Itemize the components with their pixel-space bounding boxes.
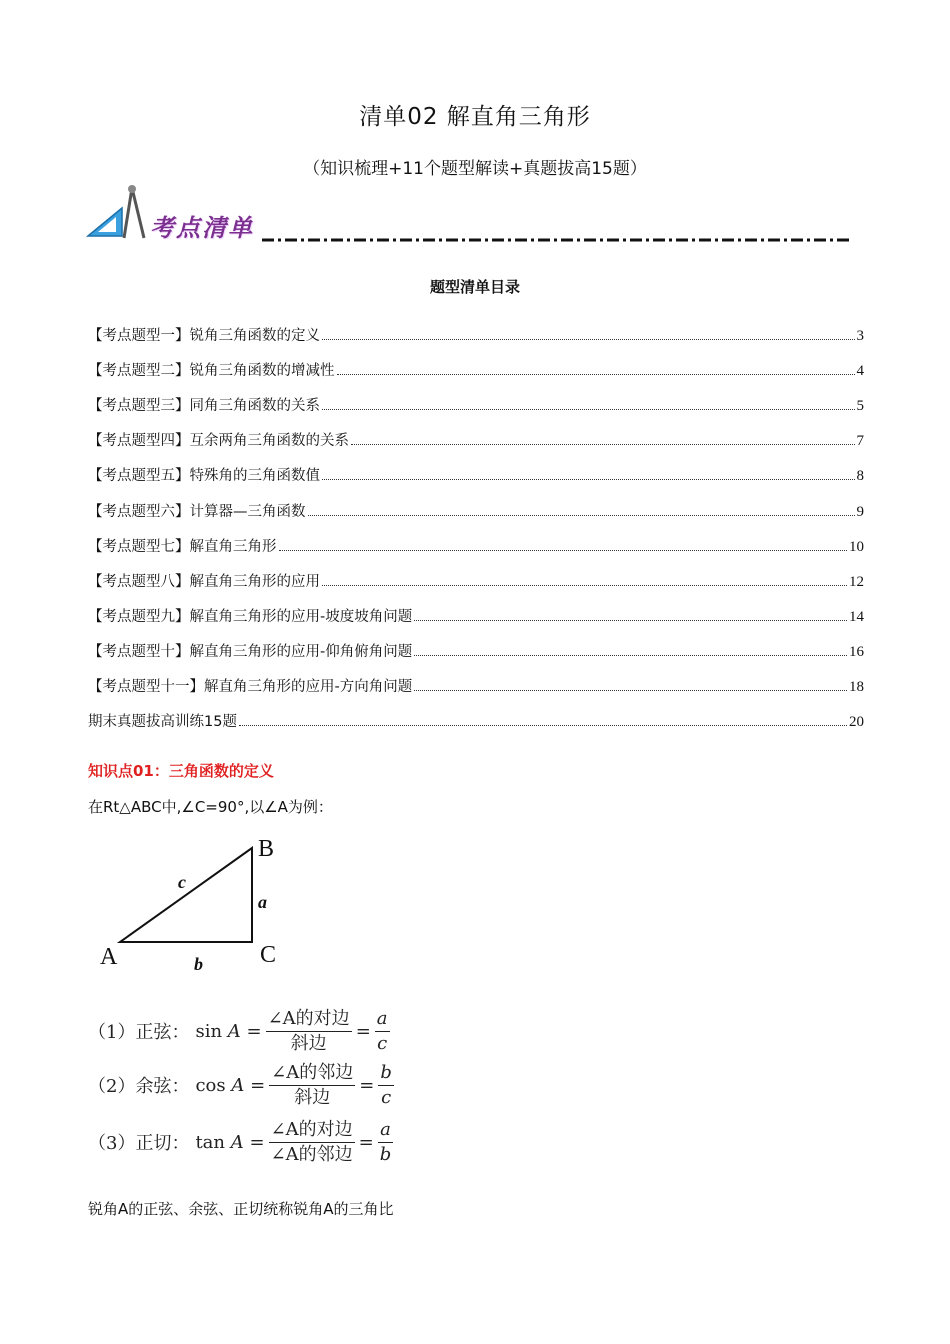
toc-heading: 题型清单目录	[429, 278, 520, 296]
toc-item[interactable]	[88, 310, 864, 345]
knowledge-point-title: 知识点01：三角函数的定义	[88, 762, 274, 780]
formula-var: A	[230, 1131, 244, 1153]
toc-item-text: 【考点题型七】解直角三角形	[88, 538, 277, 555]
toc-item[interactable]	[88, 696, 864, 731]
toc-dot-leader	[414, 655, 847, 656]
toc-item-text: 【考点题型二】锐角三角函数的增减性	[88, 363, 335, 380]
toc-dot-leader	[308, 515, 855, 516]
toc-item[interactable]	[88, 591, 864, 626]
toc-dot-leader	[322, 585, 847, 586]
vertex-label-b: B	[258, 836, 275, 862]
toc-item[interactable]	[88, 661, 864, 696]
toc-item-page: 7	[856, 433, 864, 450]
toc-item[interactable]	[88, 345, 864, 380]
toc-item-page: 9	[856, 503, 864, 520]
formula-sine: （1）正弦： sin A = $\frac{\text{∠A的对边}}{\text{斜边}}$ = $\frac{a}{c}$	[88, 1007, 388, 1054]
formula-label: （3）正切：	[88, 1133, 190, 1154]
toc-item[interactable]	[88, 485, 864, 520]
toc-item-text: 【考点题型六】计算器—三角函数	[88, 503, 306, 520]
vertex-label-a: A	[100, 944, 118, 970]
page-title: 清单02 解直角三角形	[359, 104, 591, 130]
banner-label: 考点清单	[150, 213, 254, 242]
drafting-tools-icon	[88, 185, 144, 238]
toc-dot-leader	[239, 725, 847, 726]
ratio-fraction: $\frac{\text{∠A的邻边}}{\text{斜边}}$	[271, 1061, 354, 1108]
side-label-a: a	[258, 892, 267, 912]
knowledge-summary: 锐角A的正弦、余弦、正切统称锐角A的三角比	[88, 1200, 394, 1218]
toc-item-text: 【考点题型四】互余两角三角函数的关系	[88, 433, 349, 450]
triangle-shape	[120, 848, 252, 942]
toc-item[interactable]	[88, 415, 864, 450]
ratio-fraction-short: $\frac{b}{c}$	[380, 1061, 392, 1108]
toc-item-page: 14	[849, 608, 864, 625]
toc-dot-leader	[414, 690, 847, 691]
ratio-fraction-short: $\frac{a}{c}$	[376, 1007, 388, 1054]
formula-cosine: （2）余弦： cos A = $\frac{\text{∠A的邻边}}{\text{斜边}}$ = $\frac{b}{c}$	[88, 1061, 392, 1108]
ratio-fraction: $\frac{\text{∠A的对边}}{\text{∠A的邻边}}$	[270, 1118, 353, 1165]
toc-item-text: 【考点题型十】解直角三角形的应用-仰角俯角问题	[88, 643, 413, 660]
toc-dot-leader	[322, 479, 855, 480]
formula-func: tan	[195, 1131, 226, 1153]
toc-item-page: 3	[856, 328, 864, 345]
toc-item-text: 【考点题型八】解直角三角形的应用	[88, 573, 320, 590]
toc-item[interactable]	[88, 521, 864, 556]
toc-item-text: 【考点题型三】同角三角函数的关系	[88, 398, 320, 415]
toc-dot-leader	[337, 374, 855, 375]
formula-var: A	[227, 1020, 241, 1042]
toc-item[interactable]	[88, 556, 864, 591]
toc-item-page: 10	[849, 538, 864, 555]
toc-item-text: 【考点题型九】解直角三角形的应用-坡度坡角问题	[88, 608, 413, 625]
side-label-b: b	[194, 954, 203, 974]
toc-dot-leader	[279, 550, 848, 551]
ratio-fraction: $\frac{\text{∠A的对边}}{\text{斜边}}$	[267, 1007, 350, 1054]
toc-item[interactable]	[88, 626, 864, 661]
toc-item-page: 12	[849, 573, 864, 590]
toc-item-page: 4	[856, 363, 864, 380]
right-triangle-diagram	[96, 830, 296, 975]
toc-item-text: 【考点题型五】特殊角的三角函数值	[88, 468, 320, 485]
toc-item-page: 5	[856, 398, 864, 415]
formula-var: A	[231, 1074, 245, 1096]
vertex-label-c: C	[260, 942, 277, 968]
toc-item-text: 【考点题型十一】解直角三角形的应用-方向角问题	[88, 679, 413, 696]
toc-dot-leader	[322, 339, 855, 340]
toc-item-text: 期末真题拔高训练15题	[88, 714, 237, 731]
toc-item-page: 18	[849, 679, 864, 696]
toc-dot-leader	[322, 409, 855, 410]
formula-func: cos	[195, 1074, 226, 1096]
page-subtitle: （知识梳理+11个题型解读+真题拔高15题）	[303, 159, 647, 179]
toc-item[interactable]	[88, 380, 864, 415]
toc-item-page: 20	[849, 714, 864, 731]
side-label-c: c	[178, 872, 186, 892]
toc-dot-leader	[414, 620, 847, 621]
toc-item-page: 16	[849, 643, 864, 660]
toc-item[interactable]	[88, 450, 864, 485]
table-of-contents	[88, 310, 864, 731]
knowledge-intro: 在Rt△ABC中,∠C=90°,以∠A为例：	[88, 798, 333, 816]
toc-item-page: 8	[856, 468, 864, 485]
formula-label: （1）正弦：	[88, 1022, 190, 1043]
toc-dot-leader	[351, 444, 855, 445]
formula-tangent: （3）正切： tan A = $\frac{\text{∠A的对边}}{\text{∠A的邻边}}$ = $\frac{a}{b}$	[88, 1118, 392, 1165]
ratio-fraction-short: $\frac{a}{b}$	[379, 1118, 392, 1165]
formula-func: sin	[195, 1020, 223, 1042]
toc-item-text: 【考点题型一】锐角三角函数的定义	[88, 328, 320, 345]
formula-label: （2）余弦：	[88, 1076, 190, 1097]
